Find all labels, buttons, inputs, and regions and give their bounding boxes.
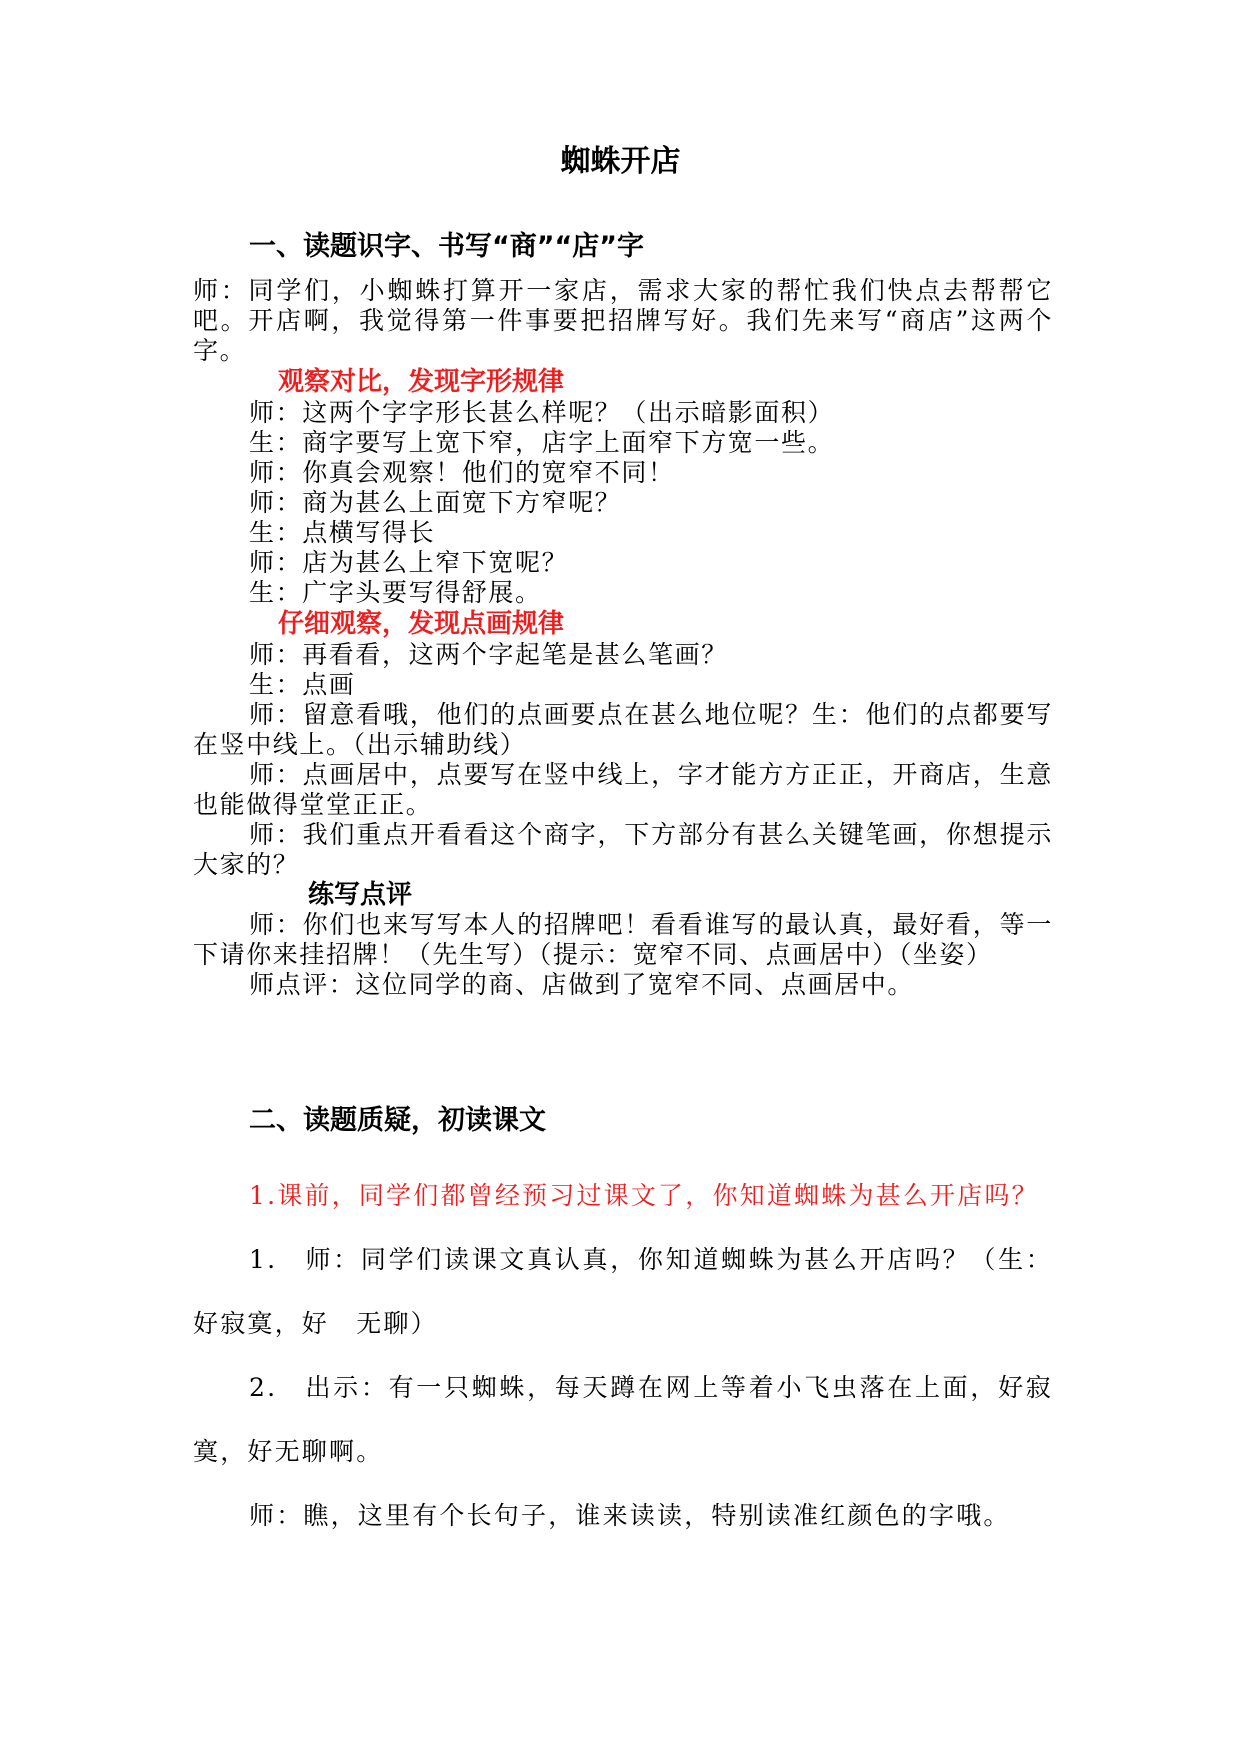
dialogue-line: 生：点画 xyxy=(249,670,356,699)
dialogue-line: 师：再看看，这两个字起笔是甚么笔画？ xyxy=(249,640,728,669)
dialogue-line: 生：点横写得长 xyxy=(249,518,436,547)
question-paragraph: 1.课前，同学们都曾经预习过课文了，你知道蜘蛛为甚么开店吗？ xyxy=(249,1181,1039,1210)
dialogue-paragraph: 师：留意看哦，他们的点画要点在甚么地位呢？生：他们的点都要写在竖中线上。（出示辅助线） xyxy=(193,700,1053,759)
subheading-practice-review: 练写点评 xyxy=(308,880,413,910)
dialogue-line: 生：广字头要写得舒展。 xyxy=(249,578,542,607)
document-title: 蜘蛛开店 xyxy=(560,144,681,179)
dialogue-paragraph: 师：瞧，这里有个长句子，谁来读读，特别读准红颜色的字哦。 xyxy=(249,1501,1011,1530)
dialogue-paragraph: 师：我们重点开看看这个商字，下方部分有甚么关键笔画，你想提示大家的？ xyxy=(193,820,1053,879)
dialogue-line: 师：这两个字字形长甚么样呢？（出示暗影面积） xyxy=(249,398,835,427)
dialogue-line: 师点评：这位同学的商、店做到了宽窄不同、点画居中。 xyxy=(249,970,915,999)
dialogue-line: 师：你真会观察！他们的宽窄不同！ xyxy=(249,458,675,487)
subheading-observe-compare: 观察对比，发现字形规律 xyxy=(278,367,565,397)
numbered-paragraph: 1. 师：同学们读课文真认真，你知道蜘蛛为甚么开店吗？（生：好寂寞，好 无聊） xyxy=(193,1245,1053,1338)
section-two-heading: 二、读题质疑，初读课文 xyxy=(249,1105,546,1136)
intro-paragraph: 师：同学们，小蜘蛛打算开一家店，需求大家的帮忙我们快点去帮帮它吧。开店啊，我觉得第一件事要把招牌写好。我们先来写“商店”这两个字。 xyxy=(193,276,1053,365)
section-two xyxy=(193,1100,1053,1548)
section-one-heading: 一、读题识字、书写“商”“店”字 xyxy=(249,231,644,262)
dialogue-paragraph: 师：点画居中，点要写在竖中线上，字才能方方正正，开商店，生意也能做得堂堂正正。 xyxy=(193,760,1053,819)
section-one xyxy=(193,226,1053,1000)
subheading-stroke-rules: 仔细观察，发现点画规律 xyxy=(278,609,565,639)
dialogue-paragraph: 师：你们也来写写本人的招牌吧！看看谁写的最认真，最好看，等一下请你来挂招牌！（先生写）（提示：宽窄不同、点画居中）（坐姿） xyxy=(193,910,1053,969)
dialogue-line: 生：商字要写上宽下窄，店字上面窄下方宽一些。 xyxy=(249,428,835,457)
dialogue-line: 师：店为甚么上窄下宽呢？ xyxy=(249,548,569,577)
numbered-paragraph: 2. 出示：有一只蜘蛛，每天蹲在网上等着小飞虫落在上面，好寂寞，好无聊啊。 xyxy=(193,1373,1053,1466)
dialogue-line: 师：商为甚么上面宽下方窄呢？ xyxy=(249,488,622,517)
